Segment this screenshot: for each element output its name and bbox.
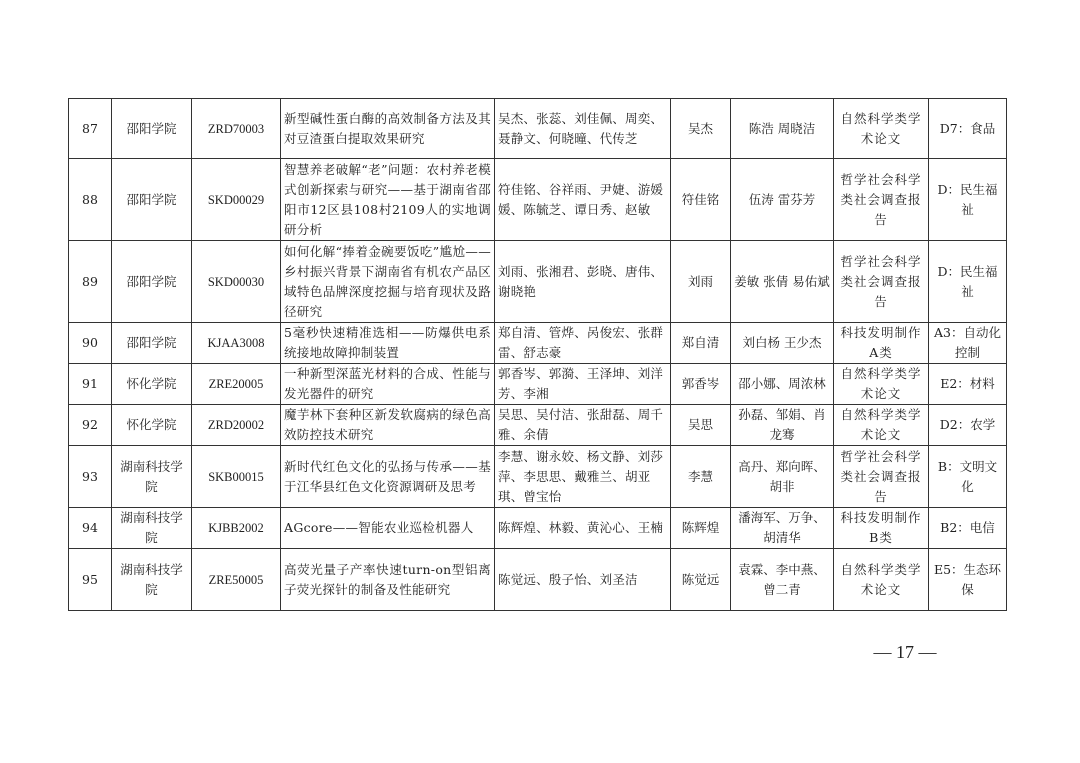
- field-cell: D2：农学: [929, 405, 1007, 446]
- table-row: [69, 323, 1007, 364]
- project-code-cell: SKB00015: [192, 446, 281, 508]
- school-cell: 怀化学院: [112, 364, 192, 405]
- team-members-cell: 吴杰、张蕊、刘佳佩、周奕、聂静文、何晓曈、代传芝: [495, 99, 671, 159]
- advisor-cell: 孙磊、邹娟、肖龙骞: [731, 405, 834, 446]
- field-cell: B2：电信: [929, 508, 1007, 549]
- project-code-cell: ZRD20002: [192, 405, 281, 446]
- leader-cell: 吴思: [671, 405, 731, 446]
- row-number-cell: 90: [69, 323, 112, 364]
- table-row: [69, 446, 1007, 508]
- category-cell: 科技发明制作B类: [834, 508, 929, 549]
- team-members-cell: 符佳铭、谷祥雨、尹婕、游媛媛、陈毓芝、谭日秀、赵敏: [495, 159, 671, 241]
- school-cell: 邵阳学院: [112, 159, 192, 241]
- row-number-cell: 89: [69, 241, 112, 323]
- school-cell: 湖南科技学院: [112, 446, 192, 508]
- category-cell: 哲学社会科学类社会调查报告: [834, 159, 929, 241]
- leader-cell: 李慧: [671, 446, 731, 508]
- table-body: [69, 99, 1007, 611]
- advisor-cell: 刘白杨 王少杰: [731, 323, 834, 364]
- row-number-cell: 91: [69, 364, 112, 405]
- leader-cell: 陈觉远: [671, 549, 731, 611]
- school-cell: 湖南科技学院: [112, 549, 192, 611]
- school-cell: 邵阳学院: [112, 99, 192, 159]
- field-cell: A3：自动化控制: [929, 323, 1007, 364]
- project-title-cell: 魔芋林下套种区新发软腐病的绿色高效防控技术研究: [281, 405, 495, 446]
- team-members-cell: 郭香岑、郭漪、王泽坤、刘洋芳、李湘: [495, 364, 671, 405]
- project-title-cell: 一种新型深蓝光材料的合成、性能与发光器件的研究: [281, 364, 495, 405]
- advisor-cell: 姜敏 张倩 易佑斌: [731, 241, 834, 323]
- table-row: [69, 241, 1007, 323]
- project-code-cell: SKD00030: [192, 241, 281, 323]
- row-number-cell: 95: [69, 549, 112, 611]
- school-cell: 湖南科技学院: [112, 508, 192, 549]
- school-cell: 邵阳学院: [112, 323, 192, 364]
- project-code-cell: ZRE20005: [192, 364, 281, 405]
- project-title-cell: 如何化解“捧着金碗要饭吃”尴尬——乡村振兴背景下湖南省有机农产品区域特色品牌深度挖掘与培育现状及路径研究: [281, 241, 495, 323]
- field-cell: E5：生态环保: [929, 549, 1007, 611]
- category-cell: 自然科学类学术论文: [834, 549, 929, 611]
- project-code-cell: SKD00029: [192, 159, 281, 241]
- leader-cell: 吴杰: [671, 99, 731, 159]
- row-number-cell: 94: [69, 508, 112, 549]
- team-members-cell: 李慧、谢永姣、杨文静、刘莎萍、李思思、戴雅兰、胡亚琪、曾宝怡: [495, 446, 671, 508]
- field-cell: E2：材料: [929, 364, 1007, 405]
- team-members-cell: 陈辉煌、林毅、黄沁心、王楠: [495, 508, 671, 549]
- advisor-cell: 邵小娜、周浓林: [731, 364, 834, 405]
- advisor-cell: 伍涛 雷芬芳: [731, 159, 834, 241]
- row-number-cell: 87: [69, 99, 112, 159]
- team-members-cell: 陈觉远、殷子怡、刘圣洁: [495, 549, 671, 611]
- advisor-cell: 陈浩 周晓洁: [731, 99, 834, 159]
- advisor-cell: 高丹、郑向晖、胡非: [731, 446, 834, 508]
- leader-cell: 陈辉煌: [671, 508, 731, 549]
- leader-cell: 郑自清: [671, 323, 731, 364]
- project-code-cell: ZRD70003: [192, 99, 281, 159]
- field-cell: D：民生福祉: [929, 159, 1007, 241]
- table-row: [69, 405, 1007, 446]
- project-code-cell: KJAA3008: [192, 323, 281, 364]
- field-cell: B：文明文化: [929, 446, 1007, 508]
- category-cell: 自然科学类学术论文: [834, 364, 929, 405]
- project-title-cell: 新型碱性蛋白酶的高效制备方法及其对豆渣蛋白提取效果研究: [281, 99, 495, 159]
- row-number-cell: 88: [69, 159, 112, 241]
- row-number-cell: 92: [69, 405, 112, 446]
- leader-cell: 郭香岑: [671, 364, 731, 405]
- field-cell: D7：食品: [929, 99, 1007, 159]
- category-cell: 哲学社会科学类社会调查报告: [834, 241, 929, 323]
- leader-cell: 符佳铭: [671, 159, 731, 241]
- school-cell: 怀化学院: [112, 405, 192, 446]
- table-row: [69, 549, 1007, 611]
- award-list-table: [68, 98, 1007, 611]
- page-number: — 17 —: [873, 642, 937, 662]
- school-cell: 邵阳学院: [112, 241, 192, 323]
- project-code-cell: KJBB2002: [192, 508, 281, 549]
- category-cell: 科技发明制作A类: [834, 323, 929, 364]
- advisor-cell: 潘海军、万争、胡清华: [731, 508, 834, 549]
- table-row: [69, 364, 1007, 405]
- team-members-cell: 吴思、吴付洁、张甜磊、周千雅、余倩: [495, 405, 671, 446]
- project-title-cell: AGcore——智能农业巡检机器人: [281, 508, 495, 549]
- leader-cell: 刘雨: [671, 241, 731, 323]
- field-cell: D：民生福祉: [929, 241, 1007, 323]
- category-cell: 自然科学类学术论文: [834, 99, 929, 159]
- category-cell: 哲学社会科学类社会调查报告: [834, 446, 929, 508]
- project-title-cell: 新时代红色文化的弘扬与传承——基于江华县红色文化资源调研及思考: [281, 446, 495, 508]
- category-cell: 自然科学类学术论文: [834, 405, 929, 446]
- team-members-cell: 刘雨、张湘君、彭晓、唐伟、谢晓艳: [495, 241, 671, 323]
- project-title-cell: 高荧光量子产率快速turn-on型铝离子荧光探针的制备及性能研究: [281, 549, 495, 611]
- table-row: [69, 99, 1007, 159]
- row-number-cell: 93: [69, 446, 112, 508]
- project-title-cell: 智慧养老破解“老”问题：农村养老模式创新探索与研究——基于湖南省邵阳市12区县108村2109人的实地调研分析: [281, 159, 495, 241]
- team-members-cell: 郑自清、管烨、呙俊宏、张群雷、舒志豪: [495, 323, 671, 364]
- table-row: [69, 508, 1007, 549]
- project-title-cell: 5毫秒快速精准选相——防爆供电系统接地故障抑制装置: [281, 323, 495, 364]
- project-code-cell: ZRE50005: [192, 549, 281, 611]
- advisor-cell: 袁霖、李中燕、曾二青: [731, 549, 834, 611]
- table-row: [69, 159, 1007, 241]
